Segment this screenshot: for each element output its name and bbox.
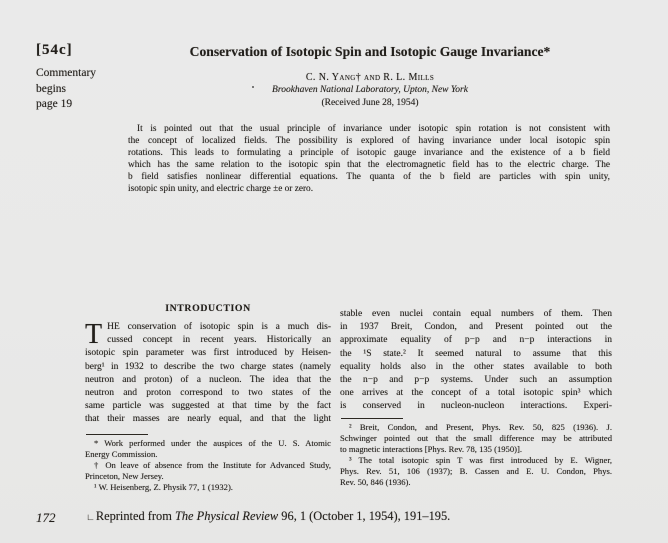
text-line: in 1937 Breit, Condon, and Present pointed out the: [340, 322, 612, 333]
text-line: berg¹ in 1932 to describe the two charge states (namely: [85, 361, 331, 372]
text-line: ¹ W. Heisenberg, Z. Physik 77, 1 (1932).: [94, 481, 233, 492]
commentary-note: [36, 66, 116, 113]
text-line: ² Breit, Condon, and Present, Phys. Rev. 50, 825 (1936). J.: [349, 421, 612, 432]
text-line: neutron and proton) of a nucleon. The idea that the: [85, 374, 331, 385]
reprint-suffix: 96, 1 (October 1, 1954), 191–195.: [278, 509, 451, 523]
right-column-footnotes: [340, 422, 612, 488]
right-column: [340, 308, 612, 488]
text-line: Energy Commission.: [85, 448, 158, 459]
left-column-footnotes: [85, 438, 331, 493]
footnote-rule-left: [86, 434, 148, 435]
left-column: [85, 303, 331, 493]
margin-notes: [36, 42, 116, 113]
dropcap-letter: T: [85, 319, 103, 350]
received-date: (Received June 28, 1954): [321, 98, 419, 108]
text-line: one arrives at the concept of a total isotopic spin³ which: [340, 388, 612, 399]
reprint-citation: [86, 509, 450, 524]
footnote-rule-right: [341, 418, 403, 419]
paper-header: [118, 44, 622, 109]
commentary-line-3: page 19: [36, 98, 73, 110]
text-line: is conserved in nucleon-nucleon interactions. Experi-: [340, 401, 612, 412]
text-line: Princeton, New Jersey.: [85, 470, 164, 481]
text-line: the concept of localized fields. The possibility is explored of having invariance under local isotopic spin: [128, 135, 610, 146]
text-line: neutron and proton correspond to two states of the: [85, 388, 331, 399]
text-line: the n−p and p−p systems. Under such an assumption: [340, 375, 612, 386]
text-line: Rev. 50, 846 (1936).: [340, 476, 411, 487]
text-line: the ¹S state.² It seemed natural to assume that this: [340, 348, 612, 359]
text-line: isotopic spin unity, and electric charge ±e or zero.: [128, 183, 314, 194]
text-line: † On leave of absence from the Institute for Advanced Study,: [94, 459, 331, 470]
abstract: [128, 124, 610, 195]
text-line: to magnetic interactions [Phys. Rev. 78, 135 (1950)].: [340, 443, 523, 454]
text-line: Phys. Rev. 51, 106 (1937); B. Cassen and E. U. Condon, Phys.: [340, 465, 612, 476]
text-line: cussed concept in recent years. Historically an: [107, 335, 331, 346]
commentary-line-1: Commentary: [36, 67, 97, 79]
book-page-number: 172: [36, 510, 56, 525]
paper-title: Conservation of Isotopic Spin and Isotopic Gauge Invariance*: [189, 44, 551, 59]
right-column-body: [340, 308, 612, 414]
scan-artifact-dot: [252, 86, 254, 88]
text-line: approximate equality of p−p and n−p interactions in: [340, 335, 612, 346]
text-line: stable even nuclei contain equal numbers of them. Then: [340, 309, 612, 319]
text-line: that their masses are nearly equal, and that the light: [85, 414, 331, 425]
text-line: It is pointed out that the usual principle of invariance under isotopic spin rotation is not consistent with: [137, 124, 610, 134]
left-column-body: [85, 321, 331, 427]
journal-name: The Physical Review: [174, 509, 279, 523]
section-heading-introduction: INTRODUCTION: [165, 303, 251, 314]
commentary-line-2: begins: [36, 82, 67, 95]
corner-mark-icon: ∟: [86, 512, 95, 522]
affiliation: Brookhaven National Laboratory, Upton, New York: [272, 85, 468, 95]
text-line: equality holds also in the other states available to both: [340, 361, 612, 372]
text-line: HE conservation of isotopic spin is a much dis-: [107, 322, 331, 332]
text-line: rotations. This leads to formulating a principle of isotopic gauge invariance and the existence of a b field: [128, 147, 610, 158]
paper-number: [54c]: [36, 42, 73, 58]
authors: C. N. Yang† and R. L. Mills: [305, 72, 435, 83]
text-line: * Work performed under the auspices of the U. S. Atomic: [94, 437, 331, 448]
text-line: Schwinger pointed out that the small difference may be attributed: [340, 432, 612, 443]
reprint-prefix: Reprinted from: [95, 509, 175, 523]
text-line: isotopic spin parameter was first introduced by Heisen-: [85, 348, 331, 359]
text-line: ³ The total isotopic spin T was first introduced by E. Wigner,: [349, 454, 612, 465]
text-line: b field satisfies nonlinear differential equations. The quanta of the b field are particles with spin unity,: [128, 171, 610, 182]
text-line: which has the same relation to the isotopic spin that the electromagnetic field has to the electric charge. The: [128, 159, 610, 170]
text-line: same particle was suggested at that time by the fact: [85, 401, 331, 412]
